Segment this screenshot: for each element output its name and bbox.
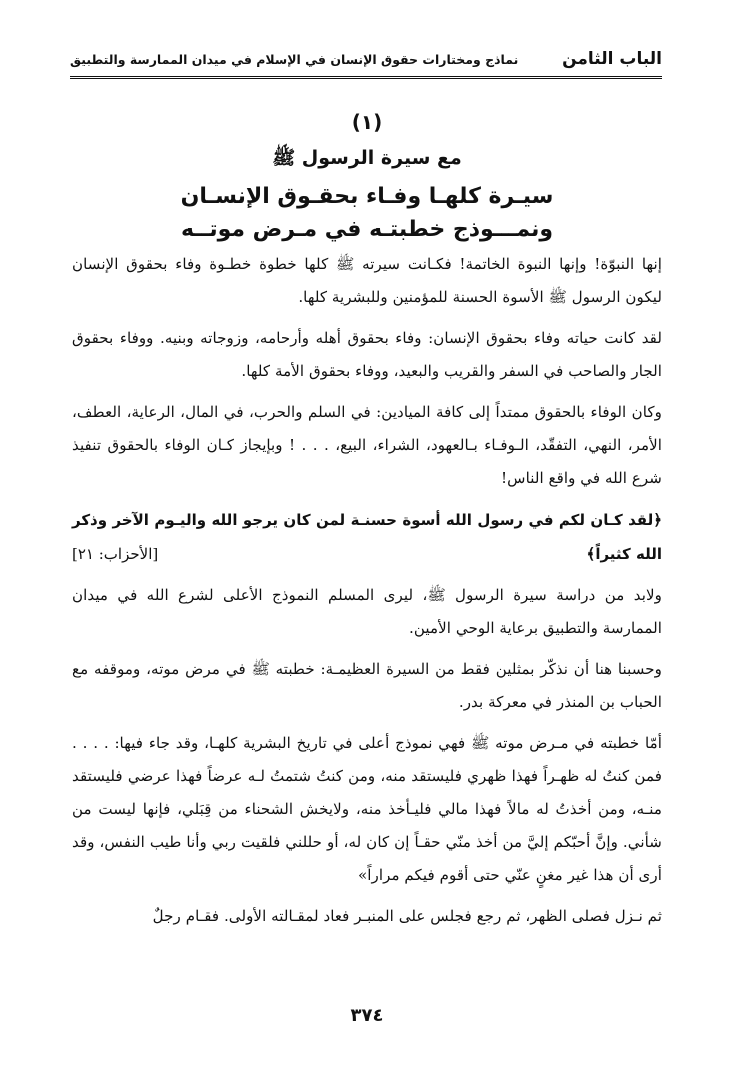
section-title-2: سيـرة كلهـا وفـاء بحقـوق الإنسـان <box>180 184 554 209</box>
section-number: (١) <box>351 110 383 134</box>
page-number: ٣٧٤ <box>350 1005 384 1026</box>
paragraph: وحسبنا هنا أن نذكّر بمثلين فقط من السيرة العظيمـة: خطبته ﷺ في مرض موته، وموقفه مع الحباب بن المنذر في معركة بدر. <box>72 660 662 711</box>
paragraph: إنها النبوّة! وإنها النبوة الخاتمة! فكـانت سيرته ﷺ كلها خطوة خطـوة وفاء بحقوق الإنسان ليكون الرسول ﷺ الأسوة الحسنة للمؤمنين وللبشرية كلها. <box>72 255 662 306</box>
section-title-1: مع سيرة الرسول ﷺ <box>272 147 462 169</box>
paragraph: ثم نـزل فصلى الظهر، ثم رجع فجلس على المنبـر فعاد لمقـالته الأولى. فقـام رجلٌ <box>152 907 662 925</box>
paragraph: ولابد من دراسة سيرة الرسول ﷺ، ليرى المسلم النموذج الأعلى لشرع الله في ميدان الممارسة والتطبيق برعاية الوحي الأمين. <box>72 586 662 637</box>
paragraph: لقد كانت حياته وفاء بحقوق الإنسان: وفاء بحقوق أهله وأرحامه، وزوجاته وبنيه. ووفاء بحقوق الجار والصاحب في السفر والقريب والبعيد، ووفاء بحقوق الأمة كلها. <box>72 329 662 380</box>
paragraph: أمّا خطبته في مـرض موته ﷺ فهي نموذج أعلى في تاريخ البشرية كلهـا، وقد جاء فيها: . . . . فمن كنتُ له ظهـراً فهذا ظهري فليستقد منه، ومن كنتُ شتمتُ لـه عرضاً فهذا عرضي فليستقد منـه، ومن أخذتُ له مالاً فهذا مالي فليـأخذ منه، ولايخش الشحناء من قِبَلي، فإنها ليست من شأني. وإنَّ أحبّكم إليَّ من أخذ منّي حقـاً إن كان له، أو حللني فلقيت ربي وأنا طيب النفس، وقد أرى أن هذا غير مغنٍ عنّي حتى أقوم فيكم مراراً» <box>72 734 662 884</box>
running-header <box>70 42 662 79</box>
book-subtitle: نماذج ومختارات حقوق الإنسان في الإسلام في ميدان الممارسة والتطبيق <box>70 51 519 67</box>
quran-quote <box>72 503 662 571</box>
quote-reference: [الأحزاب: ٢١] <box>72 545 159 563</box>
paragraph: وكان الوفاء بالحقوق ممتداً إلى كافة الميادين: في السلم والحرب، في المال، الرعاية، العطف، الأمر، النهي، التفقّد، الـوفـاء بـالعهود، الشراء، البيع، . . . ! وبإيجاز كـان الوفاء بالحقوق تنفيذ شرع الله في واقع الناس! <box>72 403 662 487</box>
page-content <box>72 110 662 941</box>
quote-text: ﴿لقد كـان لكم في رسول الله أسوة حسنـة لمن كان يرجو الله واليـوم الآخر وذكر الله كثيراً﴾ <box>72 511 662 563</box>
chapter-title: الباب الثامن <box>562 49 662 69</box>
section-title-3: ونمـــوذج خطبتـه في مـرض موتــه <box>180 217 554 242</box>
